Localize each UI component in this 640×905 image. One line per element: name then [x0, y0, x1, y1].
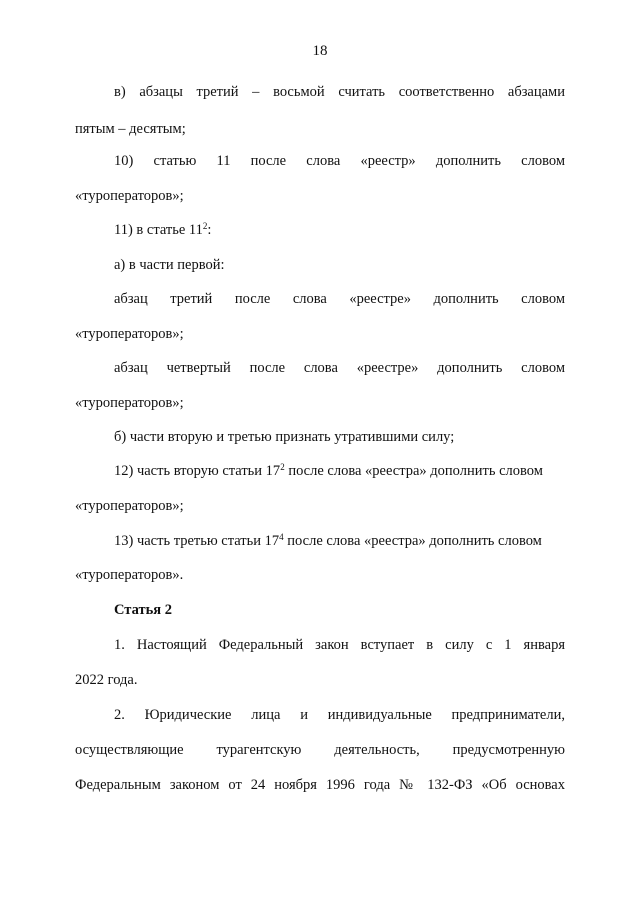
line-text: 13) часть третью статьи 17 [114, 533, 280, 549]
paragraph-line: в) абзацы третий – восьмой считать соответственно абзацами [114, 84, 565, 100]
paragraph-line: 1. Настоящий Федеральный закон вступает в силу с 1 января [114, 637, 565, 653]
paragraph-line: 2022 года. [75, 672, 138, 688]
paragraph-line [114, 532, 565, 550]
paragraph-line: а) в части первой: [114, 257, 225, 273]
line-text: после слова «реестра» дополнить словом [284, 463, 543, 479]
line-text: 12) часть вторую статьи 17 [114, 463, 281, 479]
paragraph-line [114, 221, 565, 239]
paragraph-line: абзац четвертый после слова «реестре» дополнить словом [114, 360, 565, 376]
paragraph-line [114, 462, 565, 480]
paragraph-line: «туроператоров»; [75, 188, 184, 204]
article-heading: Статья 2 [114, 602, 172, 618]
superscript: 4 [279, 532, 284, 542]
paragraph-line: «туроператоров»; [75, 395, 184, 411]
paragraph-line: «туроператоров»; [75, 498, 184, 514]
paragraph-line: 10) статью 11 после слова «реестр» дополнить словом [114, 153, 565, 169]
paragraph-line: абзац третий после слова «реестре» дополнить словом [114, 291, 565, 307]
paragraph-line: Федеральным законом от 24 ноября 1996 года № 132-ФЗ «Об основах [75, 777, 565, 793]
paragraph-line: осуществляющие турагентскую деятельность, предусмотренную [75, 742, 565, 758]
paragraph-line: 2. Юридические лица и индивидуальные предприниматели, [114, 707, 565, 723]
line-text: : [207, 222, 212, 238]
line-text: после слова «реестра» дополнить словом [283, 533, 542, 549]
paragraph-line: «туроператоров». [75, 567, 184, 583]
page-number: 18 [312, 43, 328, 59]
line-text: 11) в статье 11 [114, 222, 203, 238]
paragraph-line: пятым – десятым; [75, 121, 186, 137]
paragraph-line: б) части вторую и третью признать утратившими силу; [114, 429, 455, 445]
paragraph-line: «туроператоров»; [75, 326, 184, 342]
superscript: 2 [202, 221, 208, 231]
superscript: 2 [280, 462, 285, 472]
